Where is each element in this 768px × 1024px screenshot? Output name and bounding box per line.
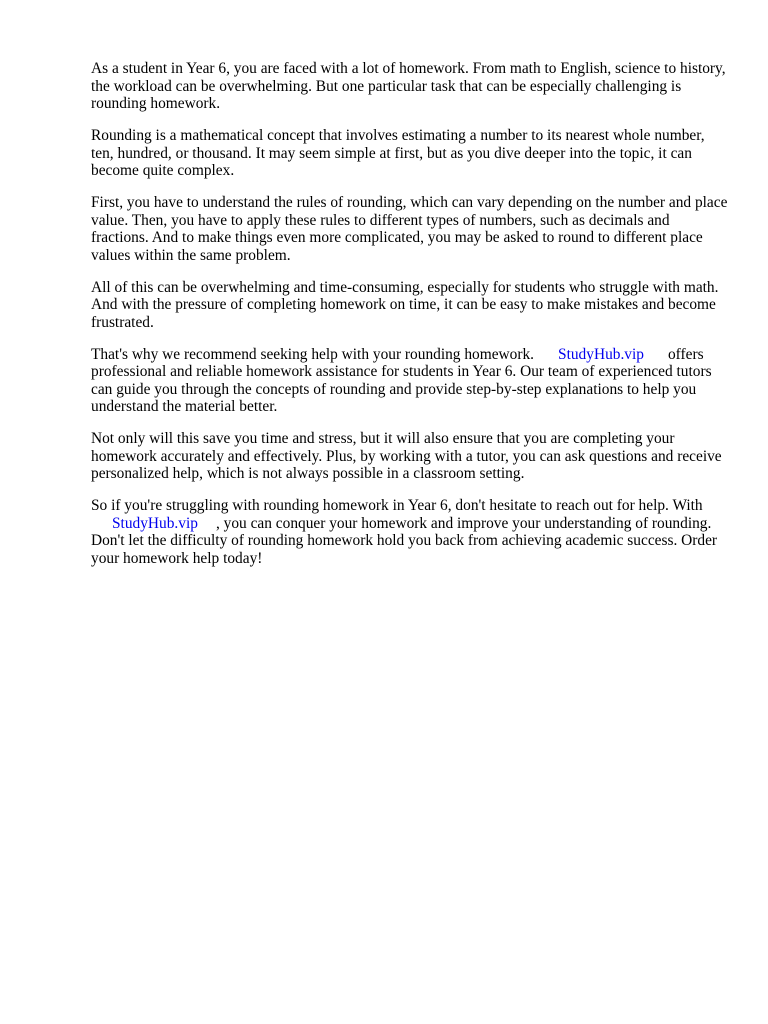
paragraph-definition: Rounding is a mathematical concept that involves estimating a number to its nearest whole number, ten, hundred, or thousand. It may seem simple at first, but as you dive deeper into the topic, it can become quite complex.	[91, 127, 705, 179]
paragraph-closing	[91, 497, 731, 567]
closing-text-after: , you can conquer your homework and improve your understanding of rounding. Don't let the difficulty of rounding homework hold you back from achieving academic success. Order your homework help today!	[91, 514, 718, 567]
closing-text-before: So if you're struggling with rounding homework in Year 6, don't hesitate to reach out for help. With	[91, 497, 703, 514]
paragraph-difficulty: All of this can be overwhelming and time-consuming, especially for students who struggle with math. And with the pressure of completing homework on time, it can be easy to make mistakes and become frustrated.	[91, 278, 719, 331]
paragraph-recommendation	[91, 346, 731, 416]
paragraph-intro: As a student in Year 6, you are faced with a lot of homework. From math to English, science to history, the workload can be overwhelming. But one particular task that can be especially challenging is rounding homework.	[91, 60, 726, 112]
studyhub-link-closing[interactable]: StudyHub.vip	[112, 514, 198, 532]
recommendation-text-before: That's why we recommend seeking help with your rounding homework.	[91, 345, 535, 363]
document-body	[91, 60, 731, 582]
paragraph-benefits: Not only will this save you time and stress, but it will also ensure that you are completing your homework accurately and effectively. Plus, by working with a tutor, you can ask questions and receive personalized help, which is not always possible in a classroom setting.	[91, 430, 722, 482]
recommendation-text-after: offers professional and reliable homework assistance for students in Year 6. Our team of experienced tutors can guide you through the concepts of rounding and provide step-by-step explanations to help you understand the material better.	[91, 345, 712, 415]
studyhub-link[interactable]: StudyHub.vip	[558, 345, 644, 363]
paragraph-rules: First, you have to understand the rules of rounding, which can vary depending on the number and place value. Then, you have to apply these rules to different types of numbers, such as decimals and fractions. And to make things even more complicated, you may be asked to round to different place values within the same problem.	[91, 194, 728, 264]
